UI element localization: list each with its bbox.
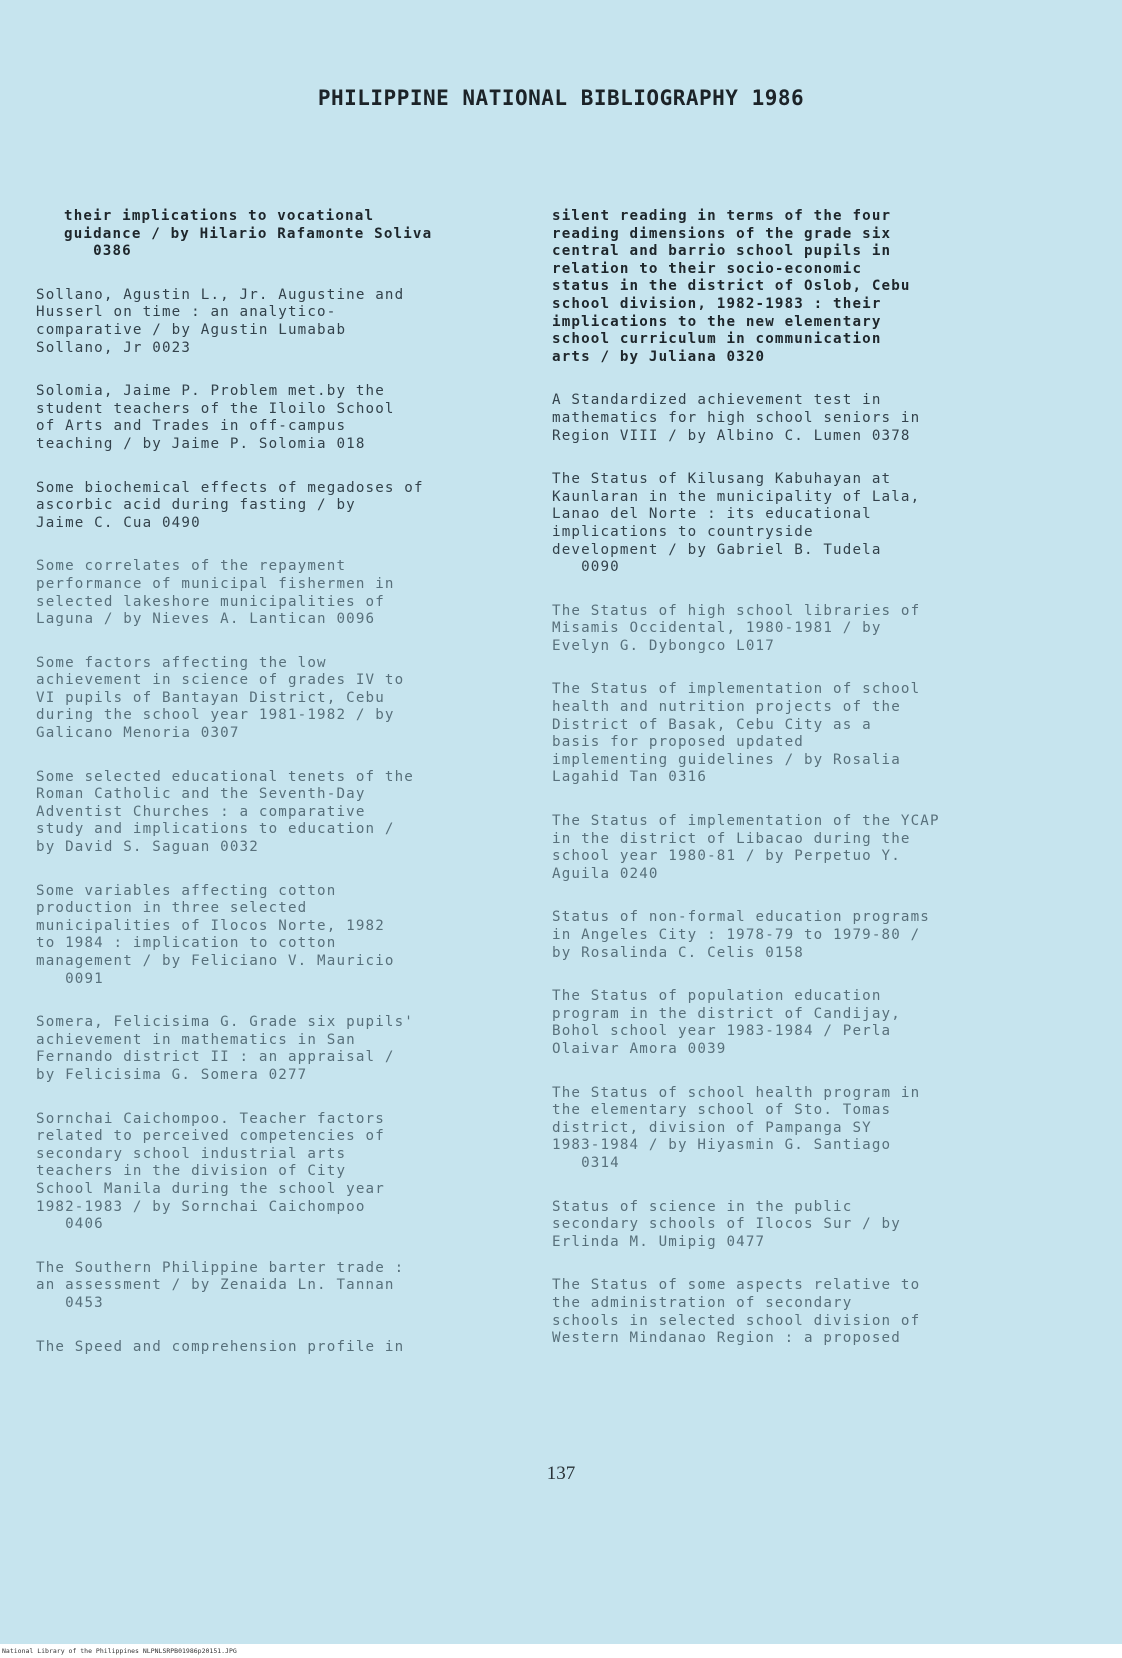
entry-line: The Status of some aspects relative to [552, 1277, 921, 1294]
bibliography-entry [36, 1014, 526, 1084]
entry-line: The Status of high school libraries of [552, 602, 921, 619]
entry-line: 0406 [36, 1216, 104, 1233]
entry-line: central and barrio school pupils in [552, 243, 892, 260]
bibliography-entry [552, 988, 1032, 1058]
entry-line: Some biochemical effects of megadoses of [36, 479, 424, 496]
entry-line: comparative / by Agustin Lumabab [36, 321, 347, 338]
entry-line: Some correlates of the repayment [36, 558, 347, 575]
entry-line: Sornchai Caichompoo. Teacher factors [36, 1110, 385, 1127]
entry-line: The Status of population education [552, 988, 882, 1005]
entry-line: Galicano Menoria 0307 [36, 725, 240, 742]
entry-line: Region VIII / by Albino C. Lumen 0378 [552, 427, 911, 444]
entry-line: Sollano, Agustin L., Jr. Augustine and [36, 286, 405, 303]
bibliography-entry [36, 558, 526, 628]
entry-line: production in three selected [36, 900, 308, 917]
entry-line: performance of municipal fishermen in [36, 575, 395, 592]
entry-line: school year 1980-81 / by Perpetuo Y. [552, 848, 901, 865]
bibliography-entry [36, 655, 526, 743]
entry-line: School Manila during the school year [36, 1180, 385, 1197]
entry-line: A Standardized achievement test in [552, 392, 882, 409]
right-column [552, 208, 1032, 1374]
entry-line: Sollano, Jr 0023 [36, 339, 192, 356]
entry-line: arts / by Juliana 0320 [552, 348, 766, 365]
bibliography-entry [552, 471, 1032, 577]
bibliography-entry [36, 769, 526, 857]
bibliography-entry [36, 287, 526, 357]
bibliography-entry [36, 1260, 526, 1313]
entry-line: The Status of school health program in [552, 1084, 921, 1101]
entry-line: secondary schools of Ilocos Sur / by [552, 1216, 901, 1233]
bibliography-entry [552, 1085, 1032, 1173]
entry-line: program in the district of Candijay, [552, 1005, 901, 1022]
entry-line: reading dimensions of the grade six [552, 225, 892, 242]
entry-line: basis for proposed updated [552, 734, 804, 751]
bibliography-entry [552, 909, 1032, 962]
entry-line: ascorbic acid during fasting / by [36, 497, 356, 514]
entry-line: Husserl on time : an analytico- [36, 304, 337, 321]
entry-line: the elementary school of Sto. Tomas [552, 1102, 892, 1119]
entry-line: Lagahid Tan 0316 [552, 769, 708, 786]
entry-line: VI pupils of Bantayan District, Cebu [36, 689, 385, 706]
entry-line: health and nutrition projects of the [552, 699, 901, 716]
entry-line: Adventist Churches : a comparative [36, 803, 366, 820]
entry-line: achievement in science of grades IV to [36, 672, 405, 689]
entry-line: district, division of Pampanga SY [552, 1119, 872, 1136]
entry-line: silent reading in terms of the four [552, 208, 892, 224]
entry-line: Some factors affecting the low [36, 654, 327, 671]
entry-line: related to perceived competencies of [36, 1128, 385, 1145]
entry-line: by Felicisima G. Somera 0277 [36, 1066, 308, 1083]
bibliography-entry [36, 1111, 526, 1234]
entry-line: an assessment / by Zenaida Ln. Tannan [36, 1277, 395, 1294]
entry-line: status in the district of Oslob, Cebu [552, 278, 911, 295]
entry-line: implementing guidelines / by Rosalia [552, 751, 901, 768]
entry-line: 0386 [64, 243, 132, 260]
entry-line: student teachers of the Iloilo School [36, 400, 395, 417]
entry-line: Bohol school year 1983-1984 / Perla [552, 1023, 892, 1040]
entry-line: school division, 1982-1983 : their [552, 295, 882, 312]
entry-line: 1983-1984 / by Hiyasmin G. Santiago [552, 1137, 892, 1154]
entry-line: The Status of Kilusang Kabuhayan at [552, 471, 892, 488]
entry-line: during the school year 1981-1982 / by [36, 707, 395, 724]
entry-line: Status of non-formal education programs [552, 909, 930, 926]
bibliography-entry [552, 1277, 1032, 1347]
entry-line: Jaime C. Cua 0490 [36, 514, 201, 531]
entry-line: The Speed and comprehension profile in [36, 1338, 405, 1355]
entry-line: Some variables affecting cotton [36, 882, 337, 899]
entry-line: municipalities of Ilocos Norte, 1982 [36, 917, 385, 934]
bibliography-entry [552, 1199, 1032, 1252]
entry-line: study and implications to education / [36, 821, 395, 838]
bibliography-entry [552, 813, 1032, 883]
left-column [36, 208, 526, 1382]
entry-line: school curriculum in communication [552, 331, 882, 348]
bibliography-entry [552, 681, 1032, 787]
entry-line: Some selected educational tenets of the [36, 768, 414, 785]
entry-line: to 1984 : implication to cotton [36, 935, 337, 952]
entry-line: The Status of implementation of school [552, 681, 921, 698]
entry-line: development / by Gabriel B. Tudela [552, 541, 882, 558]
entry-line: Roman Catholic and the Seventh-Day [36, 786, 366, 803]
entry-line: guidance / by Hilario Rafamonte Soliva [64, 225, 433, 242]
entry-line: Erlinda M. Umipig 0477 [552, 1233, 766, 1250]
entry-line: The Southern Philippine barter trade : [36, 1259, 405, 1276]
entry-line: Western Mindanao Region : a proposed [552, 1330, 901, 1347]
entry-line: by David S. Saguan 0032 [36, 839, 259, 856]
bibliography-entry [36, 383, 526, 453]
entry-line: selected lakeshore municipalities of [36, 593, 385, 610]
entry-line: implications to the new elementary [552, 313, 882, 330]
entry-line: Laguna / by Nieves A. Lantican 0096 [36, 611, 376, 628]
entry-line: Lanao del Norte : its educational [552, 506, 872, 523]
entry-line: achievement in mathematics in San [36, 1031, 356, 1048]
entry-line: their implications to vocational [64, 208, 375, 224]
entry-line: Solomia, Jaime P. Problem met.by the [36, 383, 385, 400]
page-title: PHILIPPINE NATIONAL BIBLIOGRAPHY 1986 [317, 86, 805, 110]
entry-line: teaching / by Jaime P. Solomia 018 [36, 435, 366, 452]
entry-line: implications to countryside [552, 523, 814, 540]
entry-line: 0090 [552, 559, 620, 576]
entry-line: teachers in the division of City [36, 1163, 347, 1180]
entry-line: management / by Feliciano V. Mauricio [36, 953, 395, 969]
entry-line: secondary school industrial arts [36, 1145, 347, 1162]
entry-line: Olaivar Amora 0039 [552, 1040, 727, 1057]
entry-line: the administration of secondary [552, 1294, 853, 1311]
entry-line: Aguila 0240 [552, 865, 659, 882]
bibliography-entry [552, 603, 1032, 656]
entry-line: Status of science in the public [552, 1198, 853, 1215]
entry-line: of Arts and Trades in off-campus [36, 418, 347, 435]
entry-line: mathematics for high school seniors in [552, 409, 921, 426]
entry-line: 0314 [552, 1154, 620, 1171]
entry-line: District of Basak, Cebu City as a [552, 716, 872, 733]
entry-line: schools in selected school division of [552, 1312, 921, 1329]
entry-line: Fernando district II : an appraisal / [36, 1049, 395, 1066]
entry-line: by Rosalinda C. Celis 0158 [552, 944, 804, 961]
entry-line: Misamis Occidental, 1980-1981 / by [552, 620, 882, 637]
bibliography-entry [36, 208, 526, 261]
entry-line: 0453 [36, 1294, 104, 1311]
entry-line: in the district of Libacao during the [552, 830, 911, 847]
entry-line: relation to their socio-economic [552, 260, 863, 277]
bibliography-entry [36, 883, 526, 989]
footer-caption: National Library of the Philippines NLPNLSRPB01986p20151.JPG [2, 1647, 237, 1655]
bibliography-entry [552, 392, 1032, 445]
entry-line: The Status of implementation of the YCAP [552, 813, 940, 830]
bibliography-entry [552, 208, 1032, 366]
entry-line: 1982-1983 / by Sornchai Caichompoo [36, 1198, 366, 1215]
entry-line: 0091 [36, 970, 104, 987]
page-number: 137 [546, 1463, 576, 1484]
entry-line: Kaunlaran in the municipality of Lala, [552, 488, 921, 505]
bibliography-entry [36, 480, 526, 533]
entry-line: in Angeles City : 1978-79 to 1979-80 / [552, 927, 921, 943]
entry-line: Evelyn G. Dybongco L017 [552, 637, 775, 654]
entry-line: Somera, Felicisima G. Grade six pupils' [36, 1014, 414, 1031]
bibliography-entry [36, 1339, 526, 1357]
